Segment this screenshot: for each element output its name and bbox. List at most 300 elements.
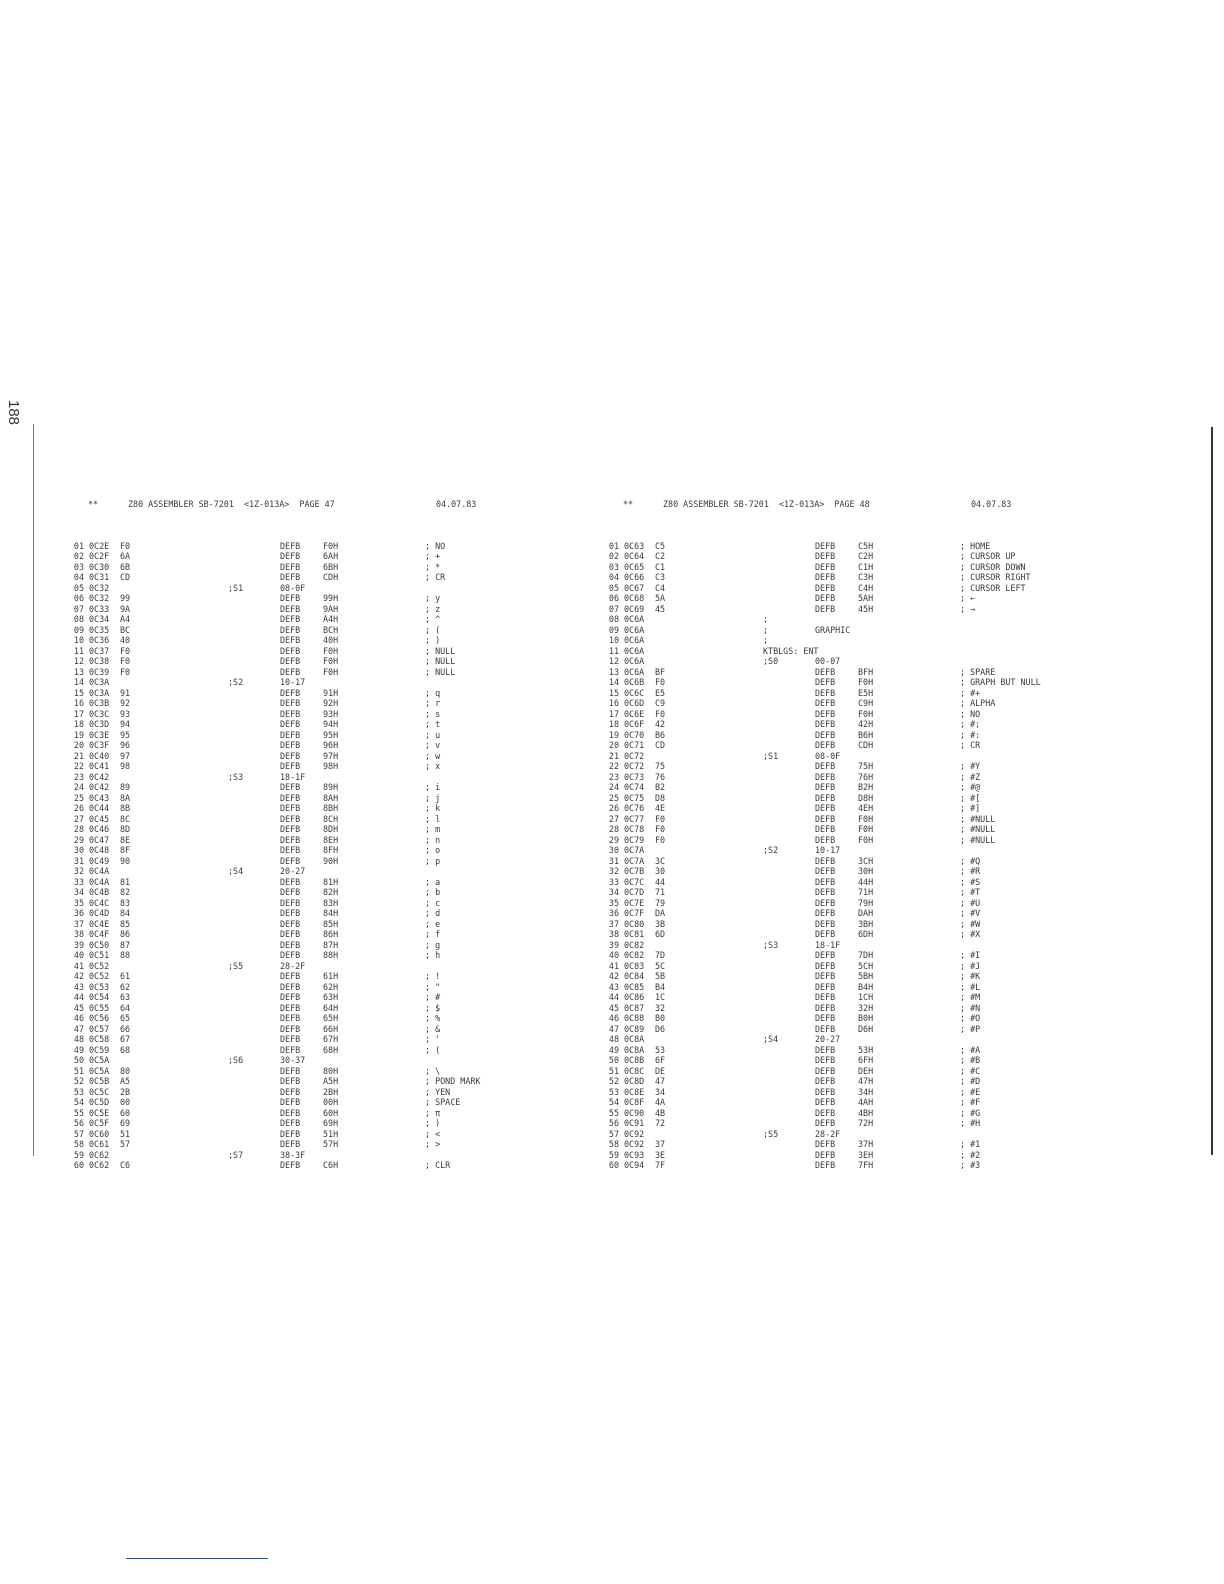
operation: DEFB: [280, 782, 301, 792]
operation: DEFB: [815, 603, 836, 614]
comment: ; y: [425, 593, 441, 603]
operand: 5AH: [858, 593, 874, 603]
operand: A4H: [323, 614, 339, 624]
address: 0C52: [89, 971, 110, 981]
operation: DEFB: [280, 687, 301, 698]
operand: D6H: [858, 1023, 874, 1034]
header-title: Z80 ASSEMBLER SB-7201 <1Z-013A> PAGE 47: [128, 499, 335, 509]
listing-header: [605, 499, 1065, 510]
line-number: 23: [73, 771, 84, 782]
line-number: 39: [608, 939, 619, 950]
comment: ; \: [425, 1065, 441, 1076]
line-number: 57: [73, 1128, 84, 1139]
address: 0C6A: [624, 656, 645, 666]
operand: F0H: [858, 834, 874, 845]
object-code: 9A: [120, 603, 131, 614]
object-code: 5A: [655, 593, 666, 603]
object-code: A4: [120, 614, 131, 624]
operation: DEFB: [280, 698, 301, 708]
comment: ; #N: [960, 1002, 981, 1013]
object-code: 86: [120, 929, 131, 939]
line-number: 47: [608, 1023, 619, 1034]
comment: ; ←: [960, 593, 976, 603]
line-number: 52: [73, 1076, 84, 1086]
comment: ; ): [425, 635, 441, 645]
operation: DEFB: [280, 824, 301, 834]
operation: DEFB: [815, 981, 836, 992]
operand: C9H: [858, 698, 874, 708]
operation: DEFB: [280, 1139, 301, 1149]
listing-line: [70, 824, 510, 835]
listing-line: [605, 541, 1065, 552]
comment: ; #X: [960, 929, 981, 939]
address: 0C80: [624, 918, 645, 929]
comment: ; CURSOR UP: [960, 551, 1016, 561]
operation: 20-27: [815, 1034, 841, 1044]
object-code: 65: [120, 1013, 131, 1023]
address: 0C84: [624, 971, 645, 981]
operation: DEFB: [815, 803, 836, 813]
line-number: 37: [73, 918, 84, 929]
operation: DEFB: [280, 645, 301, 656]
operation: DEFB: [815, 561, 836, 572]
operand: C2H: [858, 551, 874, 561]
operation: DEFB: [280, 551, 301, 561]
operation: DEFB: [815, 897, 836, 908]
listing-lines: [605, 541, 1065, 1171]
line-number: 14: [608, 677, 619, 687]
operation: DEFB: [815, 666, 836, 677]
operand: 64H: [323, 1002, 339, 1013]
comment: ; %: [425, 1013, 441, 1023]
address: 0C7B: [624, 866, 645, 876]
listing-line: [70, 1129, 510, 1140]
listing-line: [605, 772, 1065, 783]
comment: ; c: [425, 897, 441, 908]
operand: C6H: [323, 1160, 339, 1170]
comment: ; #O: [960, 1013, 981, 1023]
address: 0C7E: [624, 897, 645, 908]
listing-line: [70, 1139, 510, 1150]
address: 0C6A: [624, 635, 645, 645]
listing-line: [70, 730, 510, 741]
comment: ; #2: [960, 1149, 981, 1160]
operation: DEFB: [815, 1023, 836, 1034]
line-number: 35: [608, 897, 619, 908]
operand: F0H: [858, 677, 874, 687]
address: 0C5A: [89, 1055, 110, 1065]
object-code: 00: [120, 1097, 131, 1107]
object-code: 8B: [120, 803, 131, 813]
listing-line: [605, 856, 1065, 867]
object-code: 7D: [655, 950, 666, 960]
listing-line: [605, 908, 1065, 919]
operation: DEFB: [815, 698, 836, 708]
listing-line: [70, 1045, 510, 1056]
operand: 87H: [323, 939, 339, 950]
address: 0C89: [624, 1023, 645, 1034]
address: 0C79: [624, 834, 645, 845]
comment: ; #:: [960, 729, 981, 740]
address: 0C92: [624, 1139, 645, 1149]
comment: ; #[: [960, 792, 981, 803]
address: 0C5E: [89, 1107, 110, 1118]
object-code: F0: [120, 656, 131, 666]
address: 0C6A: [624, 645, 645, 656]
object-code: F0: [655, 834, 666, 845]
object-code: 69: [120, 1118, 131, 1128]
operand: 90H: [323, 855, 339, 866]
object-code: DE: [655, 1065, 666, 1076]
comment: ; m: [425, 824, 441, 834]
address: 0C40: [89, 750, 110, 761]
address: 0C85: [624, 981, 645, 992]
comment: ; #D: [960, 1076, 981, 1086]
listing-line: [605, 887, 1065, 898]
address: 0C77: [624, 813, 645, 824]
address: 0C62: [89, 1149, 110, 1160]
label: ;S1: [228, 582, 244, 593]
object-code: 84: [120, 908, 131, 918]
line-number: 03: [608, 561, 619, 572]
line-number: 03: [73, 561, 84, 572]
object-code: F0: [655, 708, 666, 719]
line-number: 38: [73, 929, 84, 939]
line-number: 44: [608, 992, 619, 1002]
operation: DEFB: [815, 960, 836, 971]
comment: ; g: [425, 939, 441, 950]
comment: ; #G: [960, 1107, 981, 1118]
address: 0C7C: [624, 876, 645, 887]
operand: 00H: [323, 1097, 339, 1107]
listing-line: [70, 1055, 510, 1066]
comment: ; #@: [960, 782, 981, 792]
line-number: 15: [73, 687, 84, 698]
comment: ; #T: [960, 887, 981, 897]
listing-line: [70, 761, 510, 772]
object-code: 5B: [655, 971, 666, 981]
listing-line: [70, 866, 510, 877]
operation: DEFB: [815, 551, 836, 561]
line-number: 13: [73, 666, 84, 677]
operation: DEFB: [280, 666, 301, 677]
operand: 8BH: [323, 803, 339, 813]
line-number: 43: [73, 981, 84, 992]
operation: DEFB: [280, 561, 301, 572]
label: ;S7: [228, 1149, 244, 1160]
operation: DEFB: [280, 593, 301, 603]
operand: 76H: [858, 771, 874, 782]
operand: 9AH: [323, 603, 339, 614]
line-number: 18: [73, 719, 84, 729]
address: 0C8B: [624, 1055, 645, 1065]
address: 0C45: [89, 813, 110, 824]
comment: ; q: [425, 687, 441, 698]
operand: 7FH: [858, 1160, 874, 1170]
listing-line: [605, 614, 1065, 625]
address: 0C8F: [624, 1097, 645, 1107]
object-code: F0: [120, 666, 131, 677]
label: ;: [763, 614, 769, 624]
object-code: 66: [120, 1023, 131, 1034]
line-number: 05: [608, 582, 619, 593]
object-code: 80: [120, 1065, 131, 1076]
label: ;S6: [228, 1055, 244, 1065]
operand: E5H: [858, 687, 874, 698]
listing-line: [70, 719, 510, 730]
object-code: 90: [120, 855, 131, 866]
line-number: 60: [73, 1160, 84, 1170]
listing-line: [605, 646, 1065, 657]
operand: 96H: [323, 740, 339, 750]
address: 0C7F: [624, 908, 645, 918]
line-number: 17: [73, 708, 84, 719]
operand: 5BH: [858, 971, 874, 981]
operation: DEFB: [280, 876, 301, 887]
object-code: 2B: [120, 1086, 131, 1097]
comment: ; #: [425, 992, 441, 1002]
listing-line: [605, 730, 1065, 741]
operand: 71H: [858, 887, 874, 897]
line-number: 20: [73, 740, 84, 750]
operation: DEFB: [280, 603, 301, 614]
operation: DEFB: [815, 729, 836, 740]
listing-line: [605, 1076, 1065, 1087]
object-code: F0: [655, 824, 666, 834]
page-number: 188: [5, 400, 22, 426]
line-number: 27: [73, 813, 84, 824]
operation: DEFB: [815, 1097, 836, 1107]
address: 0C6F: [624, 719, 645, 729]
operation: DEFB: [280, 750, 301, 761]
listing-line: [605, 845, 1065, 856]
listing-line: [70, 583, 510, 594]
listing-line: [70, 950, 510, 961]
address: 0C8C: [624, 1065, 645, 1076]
address: 0C49: [89, 855, 110, 866]
object-code: C2: [655, 551, 666, 561]
listing-line: [70, 877, 510, 888]
comment: ; GRAPH BUT NULL: [960, 677, 1041, 687]
listing-line: [605, 940, 1065, 951]
operand: D8H: [858, 792, 874, 803]
header-title: Z80 ASSEMBLER SB-7201 <1Z-013A> PAGE 48: [663, 499, 870, 509]
address: 0C94: [624, 1160, 645, 1170]
comment: ; p: [425, 855, 441, 866]
address: 0C5B: [89, 1076, 110, 1086]
operation: DEFB: [280, 887, 301, 897]
operation: DEFB: [815, 824, 836, 834]
comment: ; i: [425, 782, 441, 792]
line-number: 05: [73, 582, 84, 593]
listing-line: [70, 646, 510, 657]
label: ;S4: [228, 866, 244, 876]
address: 0C8A: [624, 1044, 645, 1055]
line-number: 48: [608, 1034, 619, 1044]
object-code: 81: [120, 876, 131, 887]
object-code: 42: [655, 719, 666, 729]
comment: ; #F: [960, 1097, 981, 1107]
operand: 67H: [323, 1034, 339, 1044]
address: 0C93: [624, 1149, 645, 1160]
operand: DAH: [858, 908, 874, 918]
address: 0C8A: [624, 1034, 645, 1044]
comment: ; #K: [960, 971, 981, 981]
comment: ; ": [425, 981, 441, 992]
object-code: 4E: [655, 803, 666, 813]
line-number: 32: [73, 866, 84, 876]
address: 0C32: [89, 582, 110, 593]
operation: DEFB: [280, 1097, 301, 1107]
listing-line: [70, 1097, 510, 1108]
comment: ; v: [425, 740, 441, 750]
operand: CDH: [858, 740, 874, 750]
object-code: 3B: [655, 918, 666, 929]
object-code: 6F: [655, 1055, 666, 1065]
line-number: 12: [608, 656, 619, 666]
operand: 89H: [323, 782, 339, 792]
operand: 68H: [323, 1044, 339, 1055]
listing-line: [70, 908, 510, 919]
operand: 6BH: [323, 561, 339, 572]
label: KTBLGS: ENT: [763, 645, 819, 656]
operation: DEFB: [280, 729, 301, 740]
object-code: 8C: [120, 813, 131, 824]
operand: 84H: [323, 908, 339, 918]
operation: DEFB: [280, 1076, 301, 1086]
line-number: 42: [73, 971, 84, 981]
operand: 95H: [323, 729, 339, 740]
listing-line: [605, 688, 1065, 699]
line-number: 15: [608, 687, 619, 698]
listing-line: [70, 1160, 510, 1171]
address: 0C72: [624, 750, 645, 761]
line-number: 16: [73, 698, 84, 708]
address: 0C4A: [89, 876, 110, 887]
operation: DEFB: [815, 887, 836, 897]
operand: 30H: [858, 866, 874, 876]
address: 0C7A: [624, 845, 645, 855]
operation: DEFB: [280, 834, 301, 845]
operation: DEFB: [280, 897, 301, 908]
listing-line: [70, 740, 510, 751]
operation: DEFB: [815, 1086, 836, 1097]
address: 0C4E: [89, 918, 110, 929]
listing-line: [605, 835, 1065, 846]
operation: 38-3F: [280, 1149, 306, 1160]
address: 0C74: [624, 782, 645, 792]
operation: DEFB: [280, 614, 301, 624]
operand: C3H: [858, 572, 874, 582]
comment: ; #3: [960, 1160, 981, 1170]
label: ;S3: [228, 771, 244, 782]
address: 0C59: [89, 1044, 110, 1055]
line-number: 26: [608, 803, 619, 813]
comment: ; →: [960, 603, 976, 614]
line-number: 01: [608, 540, 619, 551]
comment: ; a: [425, 876, 441, 887]
operation: DEFB: [815, 1149, 836, 1160]
label: ;S2: [763, 845, 779, 855]
operand: 2BH: [323, 1086, 339, 1097]
operand: 1CH: [858, 992, 874, 1002]
object-code: 79: [655, 897, 666, 908]
listing-line: [70, 919, 510, 930]
operand: 92H: [323, 698, 339, 708]
object-code: 94: [120, 719, 131, 729]
listing-line: [70, 887, 510, 898]
object-code: C6: [120, 1160, 131, 1170]
operation: DEFB: [815, 1002, 836, 1013]
label: ;S2: [228, 677, 244, 687]
operand: B4H: [858, 981, 874, 992]
line-number: 09: [73, 624, 84, 635]
line-number: 16: [608, 698, 619, 708]
operand: 4EH: [858, 803, 874, 813]
comment: ; NULL: [425, 645, 456, 656]
operand: 91H: [323, 687, 339, 698]
comment: ; #NULL: [960, 813, 996, 824]
operation: DEFB: [280, 1160, 301, 1170]
listing-line: [605, 1129, 1065, 1140]
operation: DEFB: [815, 834, 836, 845]
line-number: 42: [608, 971, 619, 981]
address: 0C5A: [89, 1065, 110, 1076]
object-code: 89: [120, 782, 131, 792]
address: 0C31: [89, 572, 110, 582]
comment: ; &: [425, 1023, 441, 1034]
line-number: 40: [608, 950, 619, 960]
comment: ; CLR: [425, 1160, 451, 1170]
operand: 8DH: [323, 824, 339, 834]
listing-line: [70, 614, 510, 625]
listing-line: [70, 635, 510, 646]
address: 0C6A: [624, 666, 645, 677]
address: 0C72: [624, 761, 645, 771]
label: ;: [763, 635, 769, 645]
label: ;S3: [763, 939, 779, 950]
object-code: DA: [655, 908, 666, 918]
operand: 75H: [858, 761, 874, 771]
object-code: 8F: [120, 845, 131, 855]
operand: A5H: [323, 1076, 339, 1086]
operation: 18-1F: [280, 771, 306, 782]
operand: 7DH: [858, 950, 874, 960]
object-code: 60: [120, 1107, 131, 1118]
address: 0C39: [89, 666, 110, 677]
listing-line: [70, 656, 510, 667]
address: 0C4C: [89, 897, 110, 908]
comment: ; ): [425, 1118, 441, 1128]
operation: DEFB: [280, 971, 301, 981]
operation: DEFB: [815, 677, 836, 687]
line-number: 21: [73, 750, 84, 761]
operation: DEFB: [280, 635, 301, 645]
listing-line: [605, 1024, 1065, 1035]
line-number: 56: [608, 1118, 619, 1128]
operand: 98H: [323, 761, 339, 771]
line-number: 53: [608, 1086, 619, 1097]
line-number: 30: [608, 845, 619, 855]
listing-line: [605, 761, 1065, 772]
comment: ; !: [425, 971, 441, 981]
object-code: 83: [120, 897, 131, 908]
listing-line: [605, 992, 1065, 1003]
line-number: 14: [73, 677, 84, 687]
operand: 6AH: [323, 551, 339, 561]
address: 0C46: [89, 824, 110, 834]
line-number: 13: [608, 666, 619, 677]
